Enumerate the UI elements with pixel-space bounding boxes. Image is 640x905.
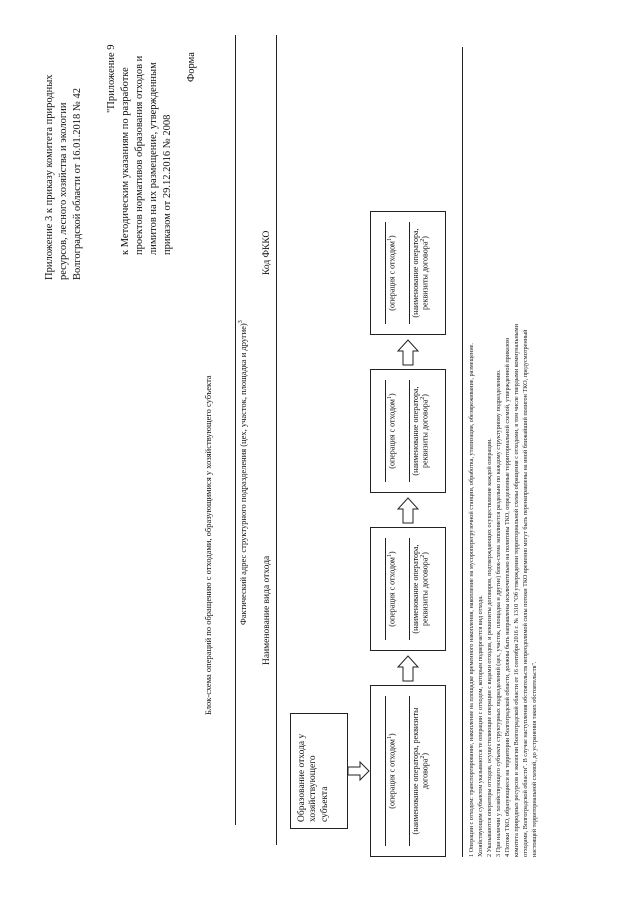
appendix-3-line-3: Волгоградской области от 16.01.2018 № 42	[72, 88, 83, 280]
operator-text: (наименование оператора, реквизиты договора$^2$)	[411, 544, 430, 634]
footnote-1-cont: Хозяйствующим субъектом указываются те операции с отходом, которым подвергается вид отхода.	[477, 595, 484, 857]
address-rule	[235, 35, 236, 825]
operation-line	[385, 222, 386, 324]
operator-text: (наименование оператора, реквизиты договора$^2$)	[411, 228, 430, 318]
fkko-label: Код ФККО	[262, 230, 272, 275]
appendix-9-line-2: к Методическим указаниям по разработке	[120, 67, 131, 255]
address-label: Фактический адрес структурного подразделения (цех, участок, площадка и другие)$^3$	[237, 320, 248, 625]
appendix-9-line-1: "Приложение 9	[106, 44, 117, 113]
appendix-3-line-2: ресурсов, лесного хозяйства и экологии	[58, 102, 69, 280]
footnote-4-cont-3: настоящей территориальной схемой, до устранения таких обстоятельств".	[531, 661, 538, 857]
waste-name-label: Наименование вида отхода	[262, 555, 272, 665]
appendix-9-line-3: проектов нормативов образования отходов и	[134, 55, 145, 255]
footnote-4: 4 Потоки ТКО, образующиеся на территории Волгоградской области, должны быть направлены исключительно на полигоны ТКО, определенные территориальной схемой, утвержденной приказом	[504, 337, 511, 857]
operation-line	[385, 696, 386, 846]
footnote-separator	[462, 47, 463, 857]
form-label: Форма	[186, 52, 197, 82]
start-box	[290, 713, 348, 829]
operation-text: (операция с отходом$^1$)	[387, 733, 397, 809]
right-arrow-3	[397, 339, 419, 365]
operation-text: (операция с отходом$^1$)	[387, 551, 397, 627]
operator-line	[409, 696, 410, 846]
operator-text: (наименование оператора, реквизиты договора$^2$)	[411, 707, 430, 835]
operator-text: (наименование оператора, реквизиты договора$^2$)	[411, 386, 430, 476]
appendix-9-line-5: приказом от 29.12.2016 № 2008	[162, 114, 173, 255]
footnote-4-cont-1: комитета природных ресурсов и экологии Волгоградской области от 16 сентября 2016 г. № 1310 "Об утверждении территориальной схемы обращения с отходами, в том числе твердыми коммунальными	[513, 323, 520, 857]
operator-line	[409, 538, 410, 640]
footnote-4-cont-2: отходами, Волгоградской области". В случае наступления обстоятельств непреодолимой силы потоки ТКО временно могут быть перенаправлены на иной ближайший полигон ТКО, предусмотренный	[522, 329, 529, 857]
appendix-9-line-4: лимитов на их размещение, утвержденным	[148, 62, 159, 255]
appendix-3-line-1: Приложение 3 к приказу комитета природных	[44, 74, 55, 280]
operation-box-4	[370, 211, 446, 335]
start-box-text: Образование отхода у хозяйствующего субъекта	[297, 733, 330, 822]
operation-line	[385, 538, 386, 640]
operation-box-1	[370, 685, 446, 857]
right-arrow-1	[397, 655, 419, 681]
waste-name-rule	[276, 35, 277, 845]
operation-box-3	[370, 369, 446, 493]
right-arrow-2	[397, 497, 419, 523]
operation-line	[385, 380, 386, 482]
operator-line	[409, 222, 410, 324]
operation-text: (операция с отходом$^1$)	[387, 393, 397, 469]
footnote-1: 1 Операции с отходом: транспортирование, накопление на площадке временного накопления, накопление на мусороперегрузочной станции, обработка, утилизация, обезвреживание, размещение.	[468, 343, 475, 857]
operation-box-2	[370, 527, 446, 651]
footnote-2: 2 Указываются операторы отходов, осуществляющие операции с видами отходов, и реквизиты договоров, подтверждающих осуществление каждой операции.	[486, 438, 493, 857]
operator-line	[409, 380, 410, 482]
down-arrow	[348, 761, 370, 781]
footnote-3: 3 При наличии у хозяйствующего субъекта структурных подразделений (цех, участок, площадка и другие) блок-схема заполняется раздельно по каждому структурному подразделению.	[495, 369, 502, 857]
operation-text: (операция с отходом$^1$)	[387, 235, 397, 311]
page-title: Блок-схема операций по обращению с отходами, образующимися у хозяйствующего субъекта	[203, 375, 213, 715]
